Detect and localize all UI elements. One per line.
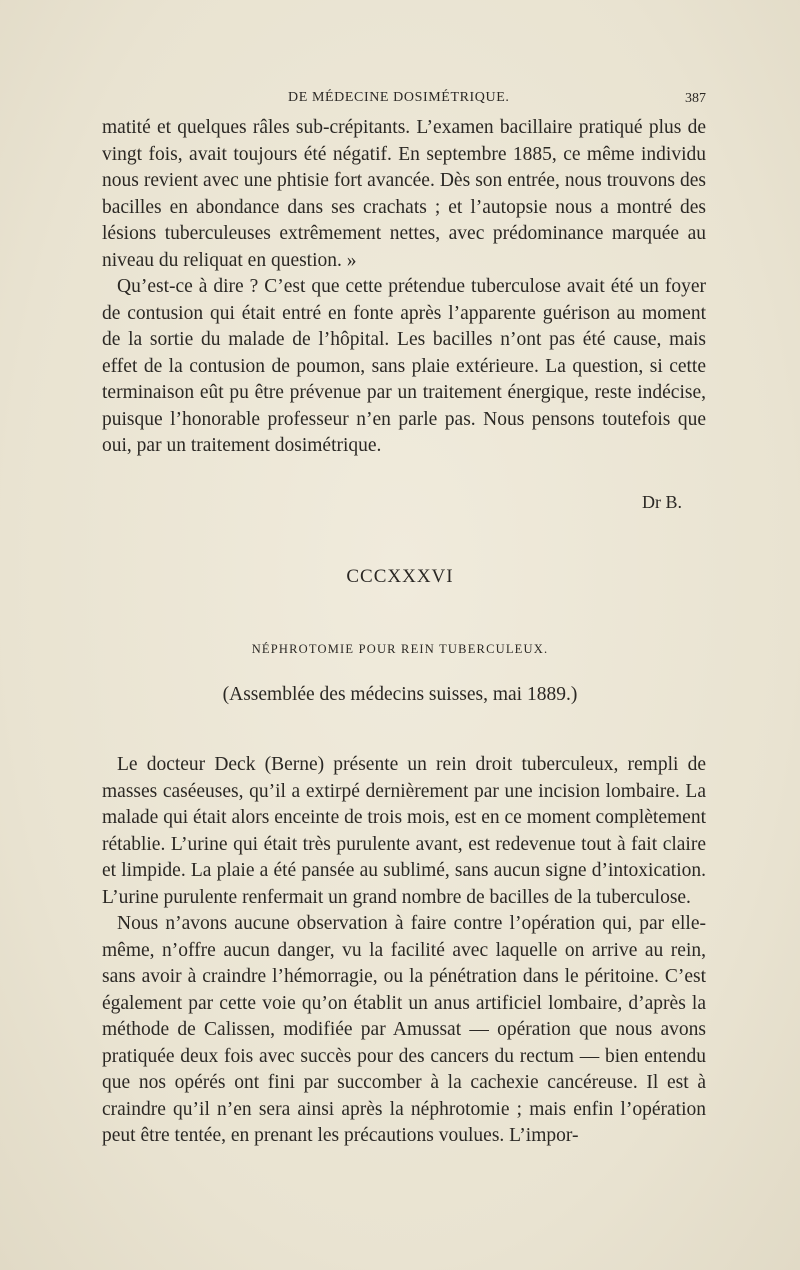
section-title: NÉPHROTOMIE POUR REIN TUBERCULEUX. (251, 642, 549, 656)
body-text-bottom (102, 752, 706, 1150)
running-head (100, 90, 710, 110)
paragraph-commentary: Qu’est-ce à dire ? C’est que cette prétendue tuberculose avait été un foyer de contusion qui était entré en fonte après l’apparente guérison au moment de la sortie du malade de l’hôpital. Les bacilles n’ont pas été cause, mais effet de la contusion de poumon, sans plaie extérieure. La question, si cette terminaison eût pu être prévenue par un traitement énergique, reste indécise, puisque l’honorable professeur n’en parle pas. Nous pensons toutefois que oui, par un traitement dosimétrique. (102, 276, 706, 456)
paragraph-discussion: Nous n’avons aucune observation à faire contre l’opération qui, par elle-même, n’offre aucun danger, vu la facilité avec laquelle on arrive au rein, sans avoir à craindre l’hémorragie, ou la pénétration dans le péritoine. C’est également par cette voie qu’on établit un anus artificiel lombaire, d’après la méthode de Calissen, modifiée par Amussat — opération que nous avons pratiquée deux fois avec succès pour des cancers du rectum — bien entendu que nos opérés ont fini par succomber à la cachexie cancéreuse. Il est à craindre qu’il n’en sera ainsi après la néphrotomie ; mais enfin l’opération peut être tentée, en prenant les précautions voulues. L’impor- (102, 913, 706, 1146)
body-text-top (102, 115, 706, 460)
section-number: CCCXXXVI (346, 566, 454, 587)
paragraph-case-report: Le docteur Deck (Berne) présente un rein droit tuberculeux, rempli de masses caséeuses, qu’il a extirpé dernièrement par une incision lombaire. La malade qui était alors enceinte de trois mois, est en ce moment complètement rétablie. L’urine qui était très purulente avant, est redevenue tout à fait claire et limpide. La plaie a été pansée au sublimé, sans aucun signe d’intoxication. L’urine purulente renfermait un grand nombre de bacilles de la tuberculose. (102, 754, 706, 908)
author-signature: Dr B. (642, 492, 682, 512)
paragraph-continued: matité et quelques râles sub-crépitants. L’examen bacillaire pratiqué plus de vingt fois, avait toujours été négatif. En septembre 1885, ce même individu nous revient avec une phtisie fort avancée. Dès son entrée, nous trouvons des bacilles en abondance dans ses crachats ; et l’autopsie nous a montré des lésions tuberculeuses extrêmement nettes, avec prédominance marquée au niveau du reliquat en question. » (102, 117, 706, 271)
section-subtitle: (Assemblée des médecins suisses, mai 1889.) (222, 684, 578, 705)
running-title: DE MÉDECINE DOSIMÉTRIQUE. (288, 90, 510, 105)
page-number: 387 (685, 91, 706, 106)
